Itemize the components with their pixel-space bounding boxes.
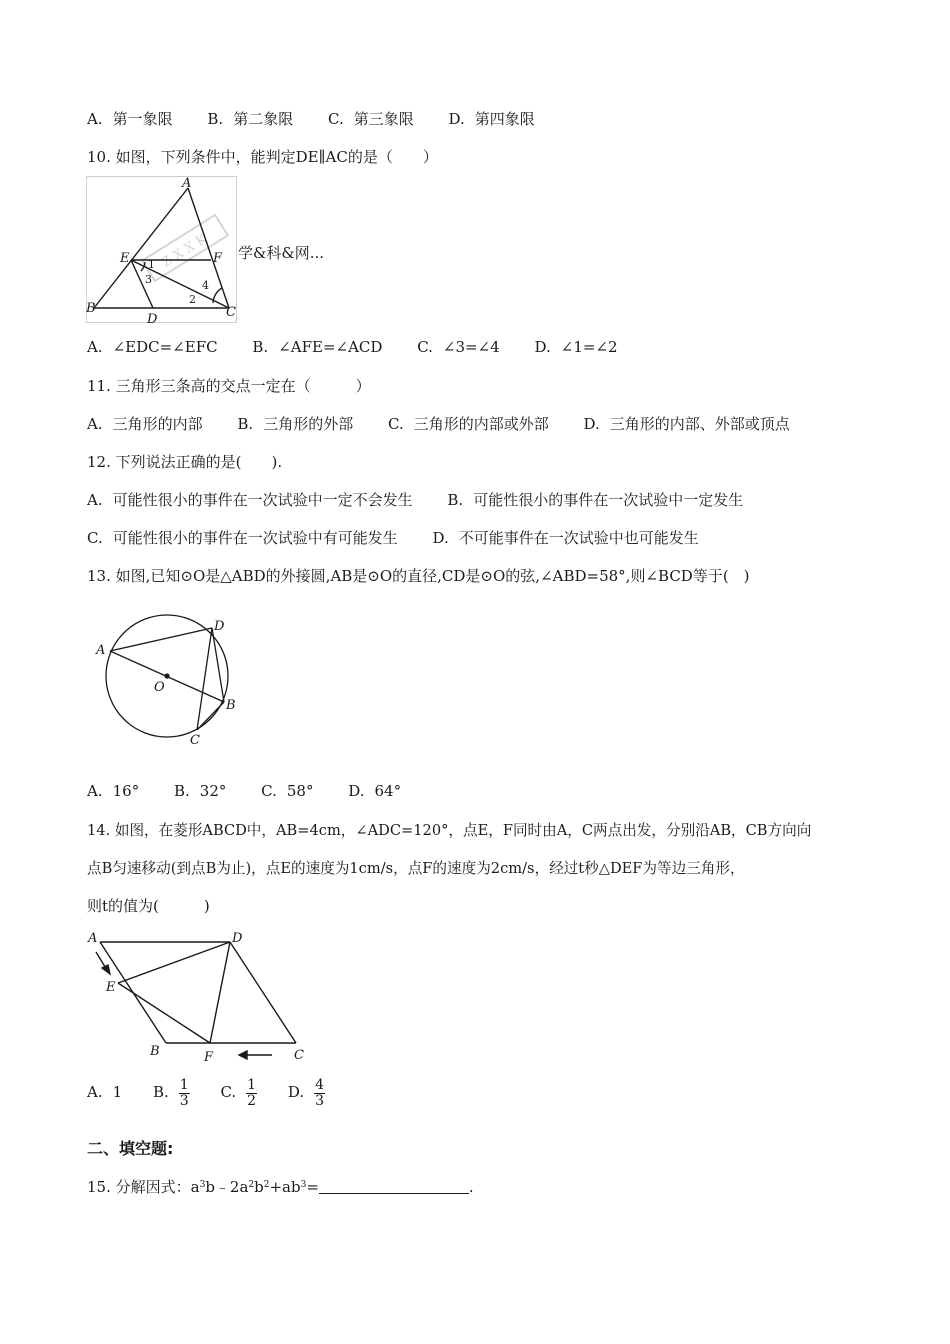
option-c: C. 可能性很小的事件在一次试验中有可能发生: [87, 529, 398, 547]
q10-figure: [86, 176, 238, 324]
q12-options-row2: [87, 527, 699, 548]
label-b: B: [226, 698, 236, 713]
option-b: B. 可能性很小的事件在一次试验中一定发生: [447, 491, 744, 509]
option-b: B. 三角形的外部: [237, 415, 354, 433]
arrow-cf-icon: [239, 1051, 272, 1059]
option-c: C. ∠3=∠4: [417, 338, 500, 356]
label-d: D: [147, 312, 158, 324]
angle-4: 4: [202, 279, 209, 292]
option-a: A. ∠EDC=∠EFC: [87, 338, 218, 356]
option-a: A. 1: [87, 1083, 123, 1102]
q13-figure: [92, 606, 252, 750]
question-13-stem: 13. 如图,已知⊙O是△ABD的外接圆,AB是⊙O的直径,CD是⊙O的弦,∠ABD=58°,则∠BCD等于( ): [87, 567, 750, 585]
option-b: B. $\frac{1}{3}$: [152, 1077, 189, 1109]
label-d: D: [214, 619, 225, 634]
q12-options-row1: [87, 489, 743, 510]
option-a: A. 16°: [87, 782, 140, 800]
fraction: $\frac{1}{3}$: [179, 1077, 189, 1109]
q14-figure: [86, 928, 312, 1064]
angle-3: 3: [145, 273, 152, 286]
svg-text:Z X X K: Z X X K: [159, 231, 210, 271]
option-a: A. 三角形的内部: [87, 415, 203, 433]
option-d: D. 64°: [348, 782, 402, 800]
label-b: B: [150, 1044, 160, 1059]
q13-options: [87, 782, 401, 800]
question-10-stem: 10. 如图，下列条件中，能判定DE∥AC的是（ ）: [87, 148, 438, 166]
option-d: D. 不可能事件在一次试验中也可能发生: [432, 529, 699, 547]
question-12-stem: 12. 下列说法正确的是( ).: [87, 453, 283, 471]
label-d: D: [232, 931, 243, 946]
label-e: E: [120, 251, 130, 266]
label-f: F: [204, 1050, 214, 1064]
question-14-stem-line3: 则t的值为( ): [87, 897, 210, 915]
question-14-stem-line2: 点B匀速移动(到点B为止)，点E的速度为1cm/s，点F的速度为2cm/s，经过t秒△DEF为等边三角形，: [87, 860, 745, 877]
option-c: C. 三角形的内部或外部: [388, 415, 549, 433]
option-d: D. $\frac{4}{3}$: [287, 1077, 325, 1109]
option-d: D. ∠1=∠2: [534, 338, 618, 356]
option-d: D. 三角形的内部、外部或顶点: [583, 415, 790, 433]
question-14-stem-line1: 14. 如图，在菱形ABCD中，AB=4cm，∠ADC=120°，点E，F同时由A，C两点出发，分别沿AB，CB方向向: [87, 822, 812, 839]
label-a: A: [96, 643, 106, 658]
fraction: $\frac{1}{2}$: [247, 1077, 257, 1109]
q9-options: [87, 108, 535, 129]
center-point: [164, 673, 169, 678]
label-e: E: [106, 980, 116, 995]
label-c: C: [294, 1048, 304, 1063]
section-title: 二、填空题:: [87, 1139, 174, 1158]
q15-prefix: 15. 分解因式：: [87, 1178, 191, 1196]
answer-blank[interactable]: [319, 1179, 469, 1194]
label-b: B: [86, 301, 96, 316]
option-c: C. $\frac{1}{2}$: [220, 1077, 257, 1109]
option-b: B. ∠AFE=∠ACD: [252, 338, 383, 356]
option-b: B. 第二象限: [207, 110, 294, 128]
option-a: A. 第一象限: [87, 110, 173, 128]
q10-options: [87, 338, 618, 356]
option-c: C. 第三象限: [328, 110, 414, 128]
label-f: F: [213, 251, 223, 266]
label-a: A: [88, 931, 98, 946]
q11-options: [87, 413, 790, 434]
label-c: C: [190, 733, 200, 748]
question-11-stem: 11. 三角形三条高的交点一定在（ ）: [87, 377, 371, 395]
option-b: B. 32°: [173, 782, 227, 800]
option-c: C. 58°: [261, 782, 314, 800]
label-c: C: [226, 305, 236, 320]
fraction: $\frac{4}{3}$: [315, 1077, 325, 1109]
watermark-caption: 学&科&网...: [238, 244, 325, 262]
label-o: O: [154, 680, 165, 695]
angle-1: 1: [148, 258, 155, 271]
q14-options: [87, 1078, 325, 1108]
option-d: D. 第四象限: [448, 110, 535, 128]
question-15: 15. 分解因式：$a^3b﹣2a^2b^2+ab^3=$ .: [87, 1178, 474, 1196]
angle-2: 2: [189, 293, 196, 306]
label-a: A: [182, 176, 192, 191]
option-a: A. 可能性很小的事件在一次试验中一定不会发生: [87, 491, 413, 509]
